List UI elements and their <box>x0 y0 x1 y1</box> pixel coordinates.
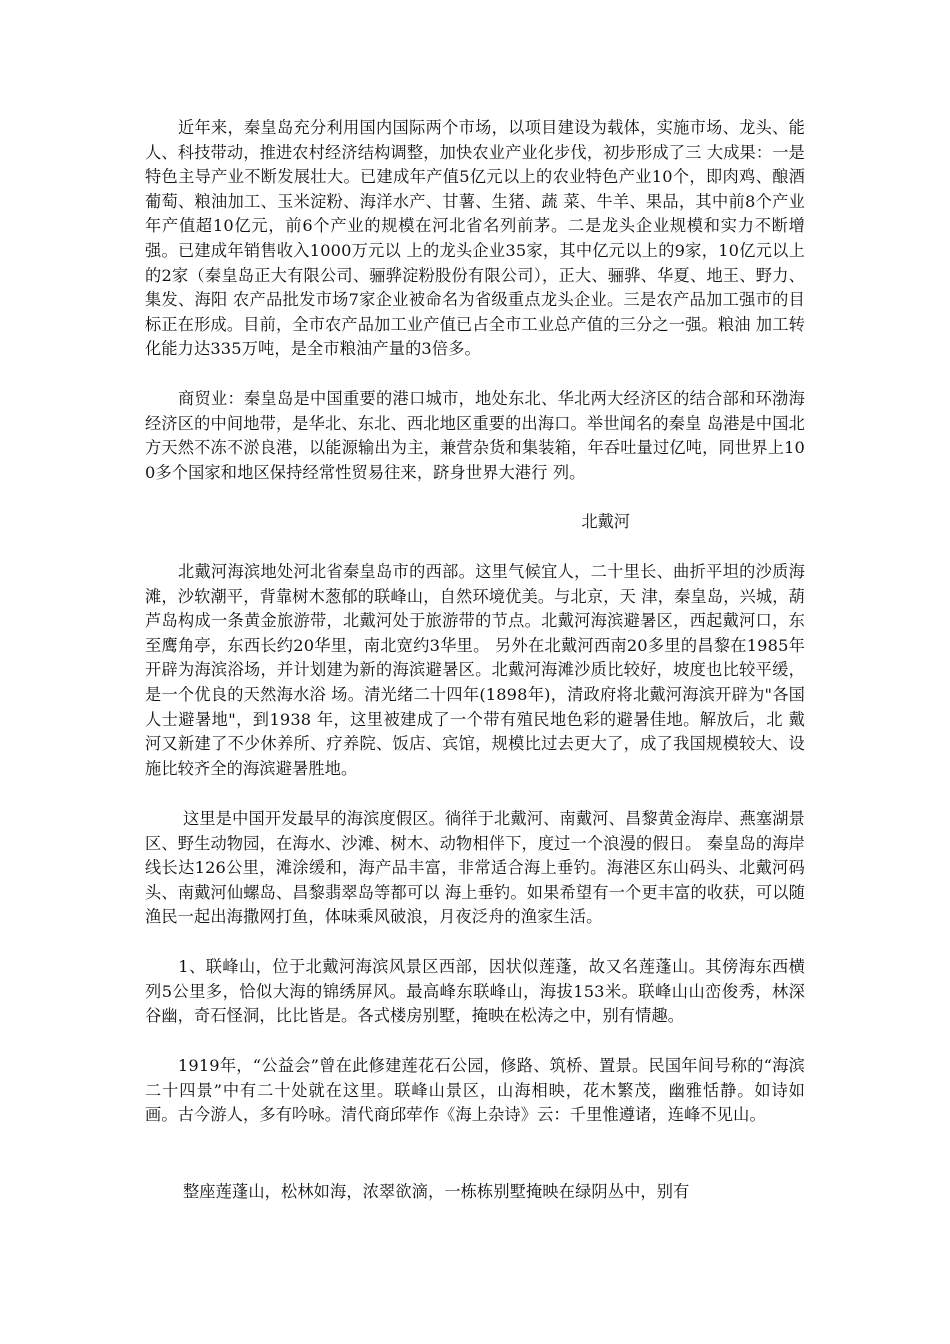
paragraph-lotus-mountain: 整座莲蓬山，松林如海，浓翠欲滴，一栋栋别墅掩映在绿阴丛中，别有 <box>145 1182 690 1201</box>
paragraph-agriculture: 近年来，秦皇岛充分利用国内国际两个市场，以项目建设为载体，实施市场、龙头、能人、科技带动，推进农村经济结构调整，加快农业产业化步伐，初步形成了三 大成果：一是特色主导产业不断发展壮大。已建成年产值5亿元以上的农业特色产业10个，即肉鸡、酿酒葡萄、粮油加工、玉米淀粉、海洋水产、甘薯、生猪、蔬 菜、牛羊、果品，其中前8个产业年产值超10亿元，前6个产业的规模在河北省名列前茅。二是龙头企业规模和实力不断增强。已建成年销售收入1000万元以 上的龙头企业35家，其中亿元以上的9家，10亿元以上的2家（秦皇岛正大有限公司、骊骅淀粉股份有限公司），正大、骊骅、华夏、地王、野力、集发、海阳 农产品批发市场7家企业被命名为省级重点龙头企业。三是农产品加工强市的目标正在形成。目前，全市农产品加工业产值已占全市工业总产值的三分之一强。粮油 加工转化能力达335万吨，是全市粮油产量的3倍多。 <box>145 118 805 359</box>
paragraph-commerce: 商贸业：秦皇岛是中国重要的港口城市，地处东北、华北两大经济区的结合部和环渤海经济区的中间地带，是华北、东北、西北地区重要的出海口。举世闻名的秦皇 岛港是中国北方天然不冻不淤良港，以能源输出为主，兼营杂货和集装箱，年吞吐量过亿吨，同世界上100多个国家和地区保持经常性贸易往来，跻身世界大港行 列。 <box>145 389 805 482</box>
paragraph-resort: 这里是中国开发最早的海滨度假区。徜徉于北戴河、南戴河、昌黎黄金海岸、燕塞湖景区、野生动物园，在海水、沙滩、树木、动物相伴下，度过一个浪漫的假日。 秦皇岛的海岸线长达126公里，滩涂缓和，海产品丰富，非常适合海上垂钓。海港区东山码头、北戴河码头、南戴河仙螺岛、昌黎翡翠岛等都可以 海上垂钓。如果希望有一个更丰富的收获，可以随渔民一起出海撒网打鱼，体味乘风破浪，月夜泛舟的渔家生活。 <box>145 809 805 927</box>
paragraph-lianfeng-mountain: 1、联峰山，位于北戴河海滨风景区西部，因状似莲蓬，故又名莲蓬山。其傍海东西横列5公里多，恰似大海的锦绣屏风。最高峰东联峰山，海拔153米。联峰山山峦俊秀，林深谷幽，奇石怪洞，比比皆是。各式楼房别墅，掩映在松涛之中，别有情趣。 <box>145 957 805 1026</box>
section-heading-beidaihe: 北戴河 <box>581 512 630 531</box>
paragraph-history-1919: 1919年，“公益会”曾在此修建莲花石公园，修路、筑桥、置景。民国年间号称的“海滨二十四景”中有二十处就在这里。联峰山景区，山海相映，花木繁茂，幽雅恬静。如诗如画。古今游人，多有吟咏。清代商邱荦作《海上杂诗》云：千里惟遵诸，连峰不见山。 <box>145 1056 805 1125</box>
paragraph-beidaihe-intro: 北戴河海滨地处河北省秦皇岛市的西部。这里气候宜人，二十里长、曲折平坦的沙质海滩，沙软潮平，背靠树木葱郁的联峰山，自然环境优美。与北京，天 津，秦皇岛，兴城，葫芦岛构成一条黄金旅游带，北戴河处于旅游带的节点。北戴河海滨避暑区，西起戴河口，东至鹰角亭，东西长约20华里，南北宽约3华里。 另外在北戴河西南20多里的昌黎在1985年开辟为海滨浴场，并计划建为新的海滨避暑区。北戴河海滩沙质比较好，坡度也比较平缓，是一个优良的天然海水浴 场。清光绪二十四年(1898年)，清政府将北戴河海滨开辟为"各国人士避暑地"，到1938 年，这里被建成了一个带有殖民地色彩的避暑佳地。解放后，北 戴河又新建了不少休养所、疗养院、饭店、宾馆，规模比过去更大了，成了我国规模较大、设施比较齐全的海滨避暑胜地。 <box>145 562 805 778</box>
